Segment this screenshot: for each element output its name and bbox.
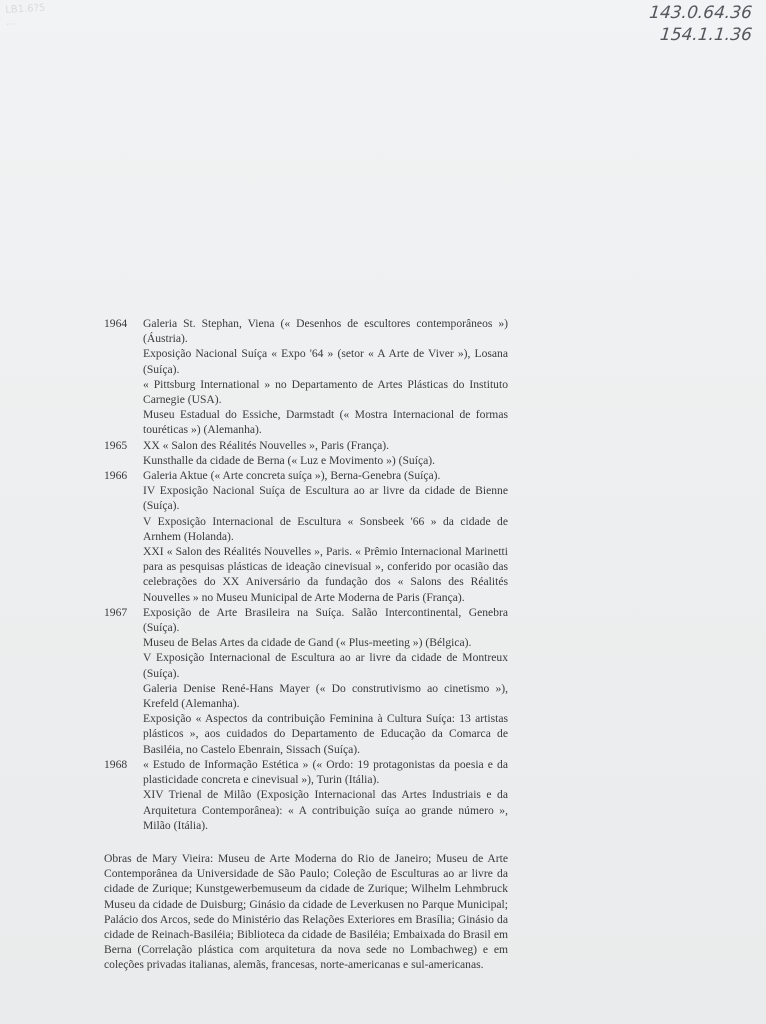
exhibition-entry: XIV Trienal de Milão (Exposição Internacional das Artes Industriais e da Arquitetura Contemporânea): « A contribuição suíça ao grande número », Milão (Itália). — [143, 788, 508, 832]
year-block-1964 — [104, 316, 508, 438]
year-label: 1966 — [104, 469, 128, 483]
faint-stamp-line: LB1.6?5 — [5, 2, 46, 16]
exhibition-entry: Kunsthalle da cidade de Berna (« Luz e Movimento ») (Suíça). — [143, 453, 436, 467]
exhibition-entry: Galeria Aktue (« Arte concreta suíça »), Berna-Genebra (Suíça). — [143, 469, 441, 483]
year-label: 1964 — [104, 317, 128, 330]
year-entries — [143, 468, 508, 605]
year-entries — [143, 605, 508, 757]
exhibition-entry: « Pittsburg International » no Departamento de Artes Plásticas do Instituto Carnegie (USA). — [143, 377, 508, 407]
works-collections-paragraph: Obras de Mary Vieira: Museu de Arte Moderna do Rio de Janeiro; Museu de Arte Contemporânea da Universidade de São Paulo; Coleção de Esculturas ao ar livre da cidade de Zurique; Kunstgewerbemuseum da cidade de Zurique; Wilhelm Lehmbruck Museu da cidade de Duisburg; Ginásio da cidade de Leverkusen no Parque Municipal; Palácio dos Arcos, sede do Ministério das Relações Exteriores em Brasília; Ginásio da cidade de Reinach-Basiléia; Biblioteca da cidade de Basiléia; Embaixada do Brasil em Berna (Correlação plástica com arquitetura da nova sede no Lombachweg) e em coleções privadas italianas, alemãs, francesas, norte-americanas e sul-americanas. — [104, 852, 508, 972]
year-block-1967 — [104, 605, 508, 757]
year-label: 1967 — [104, 605, 128, 619]
exhibition-chronology — [104, 316, 508, 833]
exhibition-entry: Museu de Belas Artes da cidade de Gand (« Plus-meeting ») (Bélgica). — [143, 636, 472, 650]
exhibition-entry: V Exposição Internacional de Escultura « Sonsbeek '66 » da cidade de Arnhem (Holanda). — [143, 514, 508, 543]
faint-stamp-line: ... — [5, 16, 16, 28]
year-block-1968 — [104, 757, 508, 833]
faint-stamp — [5, 0, 117, 45]
exhibition-entry: Museu Estadual do Essiche, Darmstadt (« Mostra Internacional de formas touréticas ») (Alemanha). — [143, 408, 508, 437]
exhibition-entry: V Exposição Internacional de Escultura ao ar livre da cidade de Montreux (Suíça). — [143, 651, 508, 680]
exhibition-entry: Galeria St. Stephan, Viena (« Desenhos de escultores contemporâneos ») (Áustria). — [143, 317, 508, 346]
exhibition-entry: Exposição de Arte Brasileira na Suíça. Salão Intercontinental, Genebra (Suíça). — [143, 605, 508, 635]
exhibition-entry: Exposição Nacional Suíça « Expo '64 » (setor « A Arte de Viver »), Losana (Suíça). — [143, 347, 508, 376]
year-block-1965 — [104, 438, 508, 468]
handwritten-reference-numbers — [632, 2, 752, 46]
exhibition-entry: « Estudo de Informação Estética » (« Ordo: 19 protagonistas da poesia e da plasticidade concreta e cinevisual »), Turin (Itália). — [143, 757, 508, 787]
year-label: 1968 — [104, 757, 128, 771]
exhibition-entry: Exposição « Aspectos da contribuição Feminina à Cultura Suíça: 13 artistas plásticos », aos cuidados do Departamento de Educação da Comarca de Basiléia, no Castelo Ebenrain, Sissach (Suíça). — [143, 712, 508, 756]
year-entries — [143, 757, 508, 833]
year-block-1966 — [104, 468, 508, 605]
exhibition-entry: IV Exposição Nacional Suíça de Escultura ao ar livre da cidade de Bienne (Suíça). — [143, 484, 508, 513]
handwritten-number: 154.1.1.36 — [659, 25, 754, 45]
exhibition-entry: XX « Salon des Réalités Nouvelles », Paris (França). — [143, 438, 389, 452]
year-entries — [143, 316, 508, 438]
year-label: 1965 — [104, 438, 128, 452]
year-entries — [143, 438, 508, 468]
exhibition-entry: Galeria Denise René-Hans Mayer (« Do construtivismo ao cinetismo »), Krefeld (Alemanha). — [143, 681, 508, 711]
exhibition-entry: XXI « Salon des Réalités Nouvelles », Paris. « Prêmio Internacional Marinetti para as pesquisas plásticas de ideação cinevisual », conferido por ocasião das celebrações do XX Aniversário da fundação dos « Salons des Réalités Nouvelles » no Museu Municipal de Arte Moderna de Paris (França). — [143, 545, 508, 604]
handwritten-number: 143.0.64.36 — [648, 3, 754, 23]
